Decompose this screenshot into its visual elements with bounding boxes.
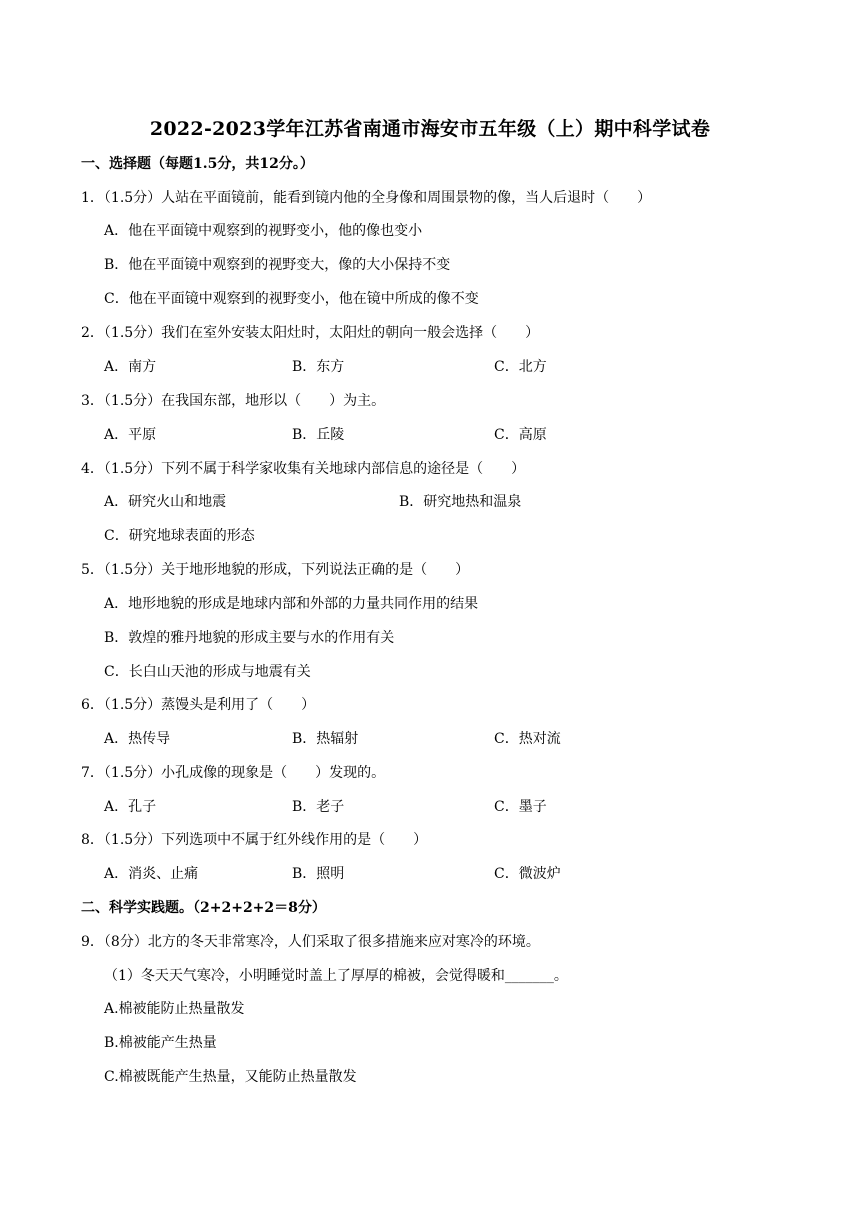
section-heading: 二、科学实践题。（2+2+2+2＝8分） <box>81 900 326 916</box>
option-b: B．丘陵 <box>292 427 345 443</box>
option-a: A．热传导 <box>104 731 171 747</box>
options-row <box>104 425 804 445</box>
option-c: C．北方 <box>494 359 547 375</box>
question-stem: 8．（1.5分）下列选项中不属于红外线作用的是（ ） <box>81 832 428 848</box>
sub-question: （1）冬天天气寒冷，小明睡觉时盖上了厚厚的棉被，会觉得暖和_______。 <box>104 968 568 984</box>
page-title: 2022-2023学年江苏省南通市海安市五年级（上）期中科学试卷 <box>149 118 711 140</box>
options-row <box>104 729 804 749</box>
option-b: B．敦煌的雅丹地貌的形成主要与水的作用有关 <box>104 630 395 646</box>
option-c: C．墨子 <box>494 799 547 815</box>
question-stem: 9．（8分）北方的冬天非常寒冷，人们采取了很多措施来应对寒冷的环境。 <box>81 934 540 950</box>
option-b: B.棉被能产生热量 <box>104 1035 217 1051</box>
question-stem: 5．（1.5分）关于地形地貌的形成，下列说法正确的是（ ） <box>81 562 470 578</box>
option-a: A．平原 <box>104 427 157 443</box>
option-c: C．他在平面镜中观察到的视野变小，他在镜中所成的像不变 <box>104 291 479 307</box>
question-stem: 6．（1.5分）蒸馒头是利用了（ ） <box>81 697 316 713</box>
option-c: C．热对流 <box>494 731 561 747</box>
option-b: B．他在平面镜中观察到的视野变大，像的大小保持不变 <box>104 257 451 273</box>
question-stem: 1．（1.5分）人站在平面镜前，能看到镜内他的全身像和周围景物的像，当人后退时（ ） <box>81 190 652 206</box>
option-b: B．照明 <box>292 866 345 882</box>
options-row <box>104 864 804 884</box>
option-c: C.棉被既能产生热量，又能防止热量散发 <box>104 1069 357 1085</box>
options-row <box>104 492 804 512</box>
options-row <box>104 797 804 817</box>
option-b: B．热辐射 <box>292 731 359 747</box>
option-a: A.棉被能防止热量散发 <box>104 1001 245 1017</box>
option-a: A．南方 <box>104 359 157 375</box>
option-a: A．地形地貌的形成是地球内部和外部的力量共同作用的结果 <box>104 596 479 612</box>
option-b: B．东方 <box>292 359 345 375</box>
option-a: A．孔子 <box>104 799 157 815</box>
option-a: A．他在平面镜中观察到的视野变小，他的像也变小 <box>104 223 423 239</box>
option-b: B．研究地热和温泉 <box>399 494 522 510</box>
option-c: C．微波炉 <box>494 866 561 882</box>
option-c: C．高原 <box>494 427 547 443</box>
section-heading: 一、选择题（每题1.5分，共12分。） <box>81 156 314 172</box>
question-stem: 2．（1.5分）我们在室外安装太阳灶时，太阳灶的朝向一般会选择（ ） <box>81 325 540 341</box>
option-a: A．研究火山和地震 <box>104 494 227 510</box>
question-stem: 7．（1.5分）小孔成像的现象是（ ）发现的。 <box>81 765 386 781</box>
option-c: C．长白山天池的形成与地震有关 <box>104 664 311 680</box>
option-a: A．消炎、止痛 <box>104 866 199 882</box>
question-stem: 3．（1.5分）在我国东部，地形以（ ）为主。 <box>81 393 386 409</box>
question-stem: 4．（1.5分）下列不属于科学家收集有关地球内部信息的途径是（ ） <box>81 461 526 477</box>
options-row <box>104 357 804 377</box>
option-b: B．老子 <box>292 799 345 815</box>
option-c: C．研究地球表面的形态 <box>104 528 255 544</box>
